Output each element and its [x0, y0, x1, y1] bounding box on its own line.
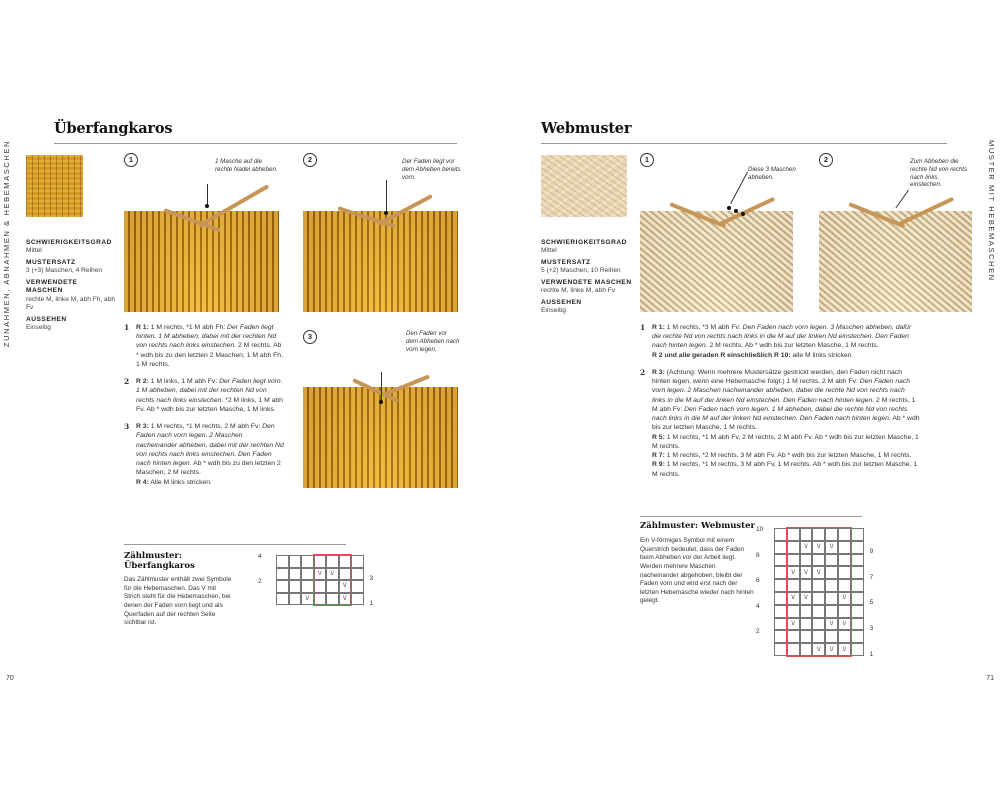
step-text-italic: Der Faden liegt vorn. 1 M abheben, dabei mit der rechten Nd von rechts nach links einstechen.: [136, 378, 283, 404]
chart-cell: [289, 580, 302, 593]
figure-number: 1: [640, 153, 654, 167]
meta-heading: MUSTERSATZ: [26, 258, 76, 266]
callout-line: [386, 180, 387, 212]
callout-dot: [205, 204, 209, 208]
slip-stitch-symbol: \/: [791, 620, 795, 627]
figure-callout: Der Faden liegt vor dem Abheben bereits vorn.: [402, 158, 461, 181]
callout-dot: [379, 400, 383, 404]
step-text: alle M links stricken.: [790, 351, 854, 359]
meta-value: Einseitig: [26, 323, 51, 331]
side-label-left: ZUNAHMEN, ABNAHMEN & HEBEMASCHEN: [2, 140, 11, 348]
step-number: 1: [640, 323, 646, 332]
callout-line: [381, 372, 382, 402]
slip-stitch-symbol: \/: [791, 569, 795, 576]
slip-stitch-symbol: \/: [330, 570, 334, 577]
instruction-step: [124, 323, 284, 369]
figure-callout: 1 Masche auf die rechte Nadel abheben.: [215, 158, 278, 173]
step-text: *2 M links, 1 M abh Fv. Ab * wdh bis zur letzten Masche, 1 M links.: [136, 396, 283, 413]
meta-value: Mittel: [26, 247, 42, 255]
step-text: Ab * wdh bis zur letzten Masche, 1 M rechts.: [652, 415, 920, 432]
right-page: [500, 0, 1000, 800]
title-rule-left: [54, 143, 457, 144]
row-label: R 5:: [652, 433, 665, 441]
slip-stitch-symbol: \/: [817, 569, 821, 576]
callout-dot: [734, 209, 738, 213]
row-number-label: 3: [369, 574, 374, 582]
chart-cell: [276, 580, 289, 593]
step-text: 1 M rechts, *1 M rechts, 2 M abh Fv:: [150, 423, 263, 431]
callout-dot: [727, 206, 731, 210]
step-number: 3: [124, 422, 130, 432]
slip-stitch-symbol: \/: [318, 570, 322, 577]
slip-stitch-symbol: \/: [343, 595, 347, 602]
title-rule-right: [541, 143, 947, 144]
step-text: 1 M rechts, *1 M abh Fv, 2 M rechts, 2 M abh Fv. Ab * wdh bis zur letzten Masche, 1 M rechts.: [652, 433, 919, 450]
side-label-right: MUSTER MIT HEBEMASCHEN: [987, 140, 996, 282]
row-number-label: 5: [869, 599, 874, 607]
chart-cell: [851, 579, 864, 592]
row-label: R 1:: [136, 324, 149, 331]
slip-stitch-symbol: \/: [842, 646, 847, 653]
chart-cell: [289, 568, 302, 581]
step-text: (Achtung: Wenn mehrere Mustersätze gestrickt werden, den Faden nicht nach hinten legen, wenn eine Hebemasche folgt.) 1 M rechts. 2 M abh Fv:: [652, 368, 902, 386]
step-text: 1 M rechts, *1 M abh Fh:: [150, 324, 228, 331]
chart-cell: [351, 555, 364, 568]
step-text: 1 M rechts, *3 M abh Fv:: [666, 324, 743, 331]
meta-heading: SCHWIERIGKEITSGRAD: [541, 239, 627, 246]
meta-value: 3 (+3) Maschen, 4 Reihen: [26, 267, 103, 275]
figure-number: 3: [303, 330, 317, 344]
slip-stitch-symbol: \/: [817, 544, 821, 551]
meta-heading: MUSTERSATZ: [541, 258, 591, 266]
figure-number: 2: [303, 153, 317, 167]
meta-heading: VERWENDETE MASCHEN: [541, 278, 632, 286]
photo-knit-texture: [640, 211, 793, 312]
row-number-label: 2: [756, 628, 760, 636]
callout-dot: [384, 211, 388, 215]
chart-cell: [276, 593, 289, 606]
pattern-repeat-box: [786, 527, 852, 657]
row-label: R 3:: [136, 423, 149, 431]
meta-value: 5 (+2) Maschen, 10 Reihen: [541, 267, 621, 275]
page-title-left: Überfangkaros: [54, 120, 173, 137]
step-text-italic: Den Faden nach vorn legen. 1 M abheben, dabei die rechte Nd von rechts nach links in die M auf der linken Nd einstechen. Den Faden nach hinten legen.: [652, 405, 908, 423]
instruction-step: [640, 368, 920, 479]
photo-knit-texture: [819, 211, 972, 312]
row-number-label: 1: [869, 650, 874, 658]
meta-heading: VERWENDETE MASCHEN: [26, 278, 78, 295]
step-photo-2: [303, 172, 458, 312]
chart-cell: [289, 555, 302, 568]
row-number-label: 4: [756, 602, 760, 610]
meta-heading: AUSSEHEN: [541, 298, 582, 306]
row-number-label: 9: [869, 548, 874, 556]
chart-cell: [351, 580, 364, 593]
slip-stitch-symbol: \/: [343, 583, 347, 590]
figure-number: 2: [819, 153, 833, 167]
step-photo-1: [640, 172, 793, 312]
step-photo-2: [819, 172, 972, 312]
row-label: R 3:: [652, 368, 665, 376]
callout-line: [207, 184, 208, 206]
swatch-image-left: [26, 155, 83, 217]
slip-stitch-symbol: \/: [829, 620, 834, 627]
step-number: 2: [124, 377, 130, 387]
row-number-label: 10: [756, 526, 764, 533]
chart-text-right: Ein V-förmiges Symbol mit einem Querstrich bedeutet, dass der Faden beim Abheben vor der Arbeit liegt. Werden mehrere Maschen nacheinander abgehoben, bleibt der Faden vorn und wird erst nach der letzten Hebemasche wieder nach hinten gelegt.: [640, 537, 754, 605]
slip-stitch-symbol: \/: [804, 544, 808, 551]
row-number-label: 7: [869, 573, 874, 581]
instruction-step: [124, 422, 284, 487]
step-number: 2: [640, 367, 646, 377]
step-text: 2 M rechts, 1 M abh Fv:: [652, 396, 916, 413]
meta-value: Einseitig: [541, 307, 566, 315]
chart-cell: [851, 643, 864, 656]
step-photo-1: [124, 172, 279, 312]
chart-cell: [276, 568, 289, 581]
chart-cell: [851, 605, 864, 618]
meta-heading: AUSSEHEN: [26, 315, 67, 323]
step-text-italic: Der Faden liegt hinten. 1 M abheben, dabei mit der rechten Nd von rechts nach links einstechen.: [136, 324, 277, 350]
chart-cell: [851, 554, 864, 567]
chart-cell: [289, 593, 302, 606]
chart-cell: [276, 555, 289, 568]
slip-stitch-symbol: \/: [804, 595, 808, 602]
figure-callout: Diese 3 Maschen abheben.: [748, 166, 796, 181]
row-number-label: 2: [258, 578, 262, 585]
chart-cell: [351, 568, 364, 581]
figure-callout: Den Faden vor dem Abheben nach vorn legen.: [406, 330, 460, 353]
row-number-label: 3: [869, 625, 874, 632]
row-number-label: 8: [756, 551, 760, 559]
figure-callout: Zum Abheben die rechte Nd von rechts nach links einstechen.: [910, 158, 968, 189]
chart-title-left: Zählmuster: Überfangkaros: [124, 551, 195, 571]
pattern-repeat-box: [313, 554, 353, 606]
row-number-label: 6: [756, 577, 760, 585]
slip-stitch-symbol: \/: [842, 595, 847, 602]
meta-value: Mittel: [541, 247, 557, 255]
slip-stitch-symbol: \/: [305, 595, 309, 602]
step-text-italic: Den Faden nach vorn legen. 2 Maschen nacheinander abheben, dabei die rechte Nd von rechts nach links in die M auf der linken Nd einstechen. Den Faden nach hinten legen.: [652, 378, 911, 404]
chart-cell: [851, 528, 864, 541]
step-photo-3: [303, 348, 458, 488]
step-text: 1 M rechts, *1 M rechts, 3 M abh Fv, 1 M rechts. Ab * wdh bis zur letzten Masche, 1 M rechts.: [652, 461, 918, 478]
chart-cell: [851, 566, 864, 579]
step-text-italic: Den Faden nach vorn legen. 2 Maschen nacheinander abheben, dabei mit der rechten Nd von rechts nach links einstechen. Den Faden nach hinten legen.: [136, 423, 284, 468]
row-label: R 9:: [652, 461, 665, 469]
photo-knit-texture: [303, 211, 458, 312]
instruction-step: [124, 377, 284, 414]
chart-cell: [851, 618, 864, 631]
slip-stitch-symbol: \/: [842, 620, 847, 627]
meta-value: rechte M, linke M, abh Fv: [541, 287, 616, 295]
page-number-left: 70: [6, 675, 14, 682]
chart-cell: [851, 592, 864, 605]
row-label: R 1:: [652, 324, 665, 331]
slip-stitch-symbol: \/: [829, 544, 834, 551]
step-text: Alle M links stricken.: [148, 478, 212, 486]
figure-number: 1: [124, 153, 138, 167]
step-text: 2 M rechts. Ab * wdh bis zur letzten Masche, 1 M rechts.: [707, 342, 879, 350]
step-text: 1 M links, 1 M abh Fv:: [150, 378, 220, 386]
swatch-image-right: [541, 155, 627, 217]
slip-stitch-symbol: \/: [829, 646, 834, 653]
chart-rule-left: [124, 544, 346, 545]
slip-stitch-symbol: \/: [804, 569, 808, 576]
step-number: 1: [124, 323, 130, 332]
row-label: R 2 und alle geraden R einschließlich R 10:: [652, 351, 791, 359]
chart-cell: [351, 593, 364, 606]
page-title-right: Webmuster: [541, 120, 632, 137]
step-text-italic: Den Faden nach vorn legen. 3 Maschen abheben, dafür die rechte Nd von rechts nach links in die M auf der linken Nd einstechen. Den Faden nach hinten legen.: [652, 324, 912, 350]
row-number-label: 1: [369, 599, 374, 607]
meta-heading: SCHWIERIGKEITSGRAD: [26, 239, 112, 246]
chart-cell: [851, 630, 864, 643]
page-number-right: 71: [986, 675, 994, 682]
meta-right: [541, 236, 637, 316]
chart-rule-right: [640, 516, 862, 517]
slip-stitch-symbol: \/: [791, 595, 795, 602]
instructions-left: [124, 323, 284, 495]
step-text: 1 M rechts, *2 M rechts, 3 M abh Fv. Ab * wdh bis zur letzten Masche, 1 M rechts.: [664, 452, 912, 460]
row-label: R 2:: [136, 378, 149, 386]
row-label: R 7:: [652, 452, 665, 460]
instructions-right: [640, 323, 920, 487]
meta-left: [26, 236, 116, 332]
chart-cell: [851, 541, 864, 554]
row-label: R 4:: [136, 478, 149, 486]
chart-title-right: Zählmuster: Webmuster: [640, 521, 755, 531]
callout-dot: [741, 212, 745, 216]
meta-value: rechte M, linke M, abh Fh, abh Fv: [26, 295, 116, 312]
slip-stitch-symbol: \/: [817, 646, 821, 653]
instruction-step: [640, 323, 920, 360]
step-text: 2 M rechts. Ab * wdh bis zu den letzten 2 Maschen, 1 M abh Fh, 1 M rechts.: [136, 342, 283, 368]
step-text: Ab * wdh bis zu den letzten 2 Maschen, 2 M rechts.: [136, 460, 281, 477]
chart-text-left: Das Zählmuster enthält zwei Symbole für die Hebemaschen. Das V mit Strich steht für die Hebemaschen, bei denen der Faden vorn liegt und als Querfaden auf der rechten Seite sichtbar ist.: [124, 576, 232, 627]
row-number-label: 4: [258, 553, 262, 560]
